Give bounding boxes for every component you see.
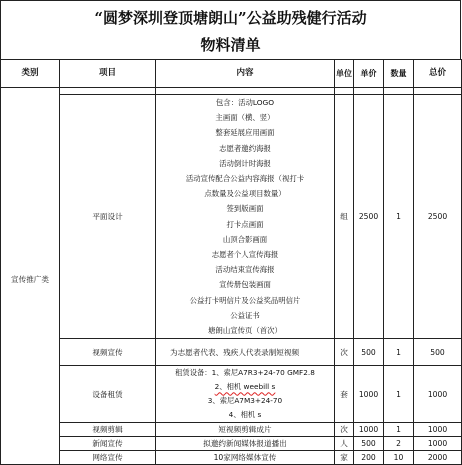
header-unit-price: 单价 [354,60,384,88]
header-unit: 单位 [335,60,354,88]
content-line: 志愿者邀约海报 [219,143,271,153]
equipment-list [156,366,334,422]
header-row [1,60,462,88]
content-line: 整套延展应用画面 [215,128,275,138]
unit-cell: 次 [335,423,354,437]
content-cell: 为志愿者代表、残疾人代表录制短视频 [156,339,335,366]
table-row [1,366,462,423]
content-line: 公益打卡明信片及公益奖品明信片 [189,295,301,305]
content-line: 志愿者个人宣传海报 [211,250,279,260]
category-cell: 宣传推广类 [1,95,60,465]
unit-price-cell: 2500 [354,95,384,339]
content-line: 签到版画面 [226,204,264,214]
content-line: 活动宣传配合公益内容海报（视打卡 [185,174,305,184]
unit-price-cell: 500 [354,339,384,366]
spacer-row [1,88,462,95]
header-content: 内容 [156,60,335,88]
content-line: 活动倒计时海报 [219,158,271,168]
quantity-cell: 1 [384,95,414,339]
item-cell: 设备租赁 [60,366,156,423]
table-row [1,95,462,339]
unit-price-cell: 500 [354,437,384,451]
header-category: 类别 [1,60,60,88]
content-line: 2、相机 weebill s [214,382,276,392]
item-cell: 视频宣传 [60,339,156,366]
total-cell: 500 [414,339,462,366]
quantity-cell: 2 [384,437,414,451]
item-cell: 视频剪辑 [60,423,156,437]
content-line: 宣传册包装画面 [219,280,271,290]
table-row [1,437,462,451]
document-subtitle: 物料清单 [200,36,261,54]
total-cell: 2000 [414,451,462,465]
content-line: 主画面（横、竖） [215,113,275,123]
header-total: 总价 [414,60,462,88]
item-cell: 新闻宣传 [60,437,156,451]
table-row [1,339,462,366]
content-line: 租赁设备：1、索尼A7R3+24-70 GMF2.8 [175,368,315,378]
unit-price-cell: 1000 [354,423,384,437]
header-item: 项目 [60,60,156,88]
unit-price-cell: 1000 [354,366,384,423]
quantity-cell: 1 [384,339,414,366]
unit-price-cell: 200 [354,451,384,465]
content-line: 点数量及公益项目数量） [204,189,286,199]
unit-cell: 套 [335,366,354,423]
quantity-cell: 1 [384,423,414,437]
item-cell: 平面设计 [60,95,156,339]
material-table [0,59,462,465]
content-line: 打卡点画面 [226,219,264,229]
content-cell: 10家网络媒体宣传 [156,451,335,465]
quantity-cell: 1 [384,366,414,423]
total-cell: 1000 [414,366,462,423]
unit-cell: 家 [335,451,354,465]
content-cell [156,366,335,423]
unit-cell: 组 [335,95,354,339]
total-cell: 1000 [414,437,462,451]
content-cell: 拟邀约新闻媒体报道播出 [156,437,335,451]
item-cell: 网络宣传 [60,451,156,465]
total-cell: 2500 [414,95,462,339]
document-title: “圆梦深圳登顶塘朗山”公益助残健行活动 [94,9,367,27]
quantity-cell: 10 [384,451,414,465]
table-row [1,423,462,437]
unit-cell: 人 [335,437,354,451]
content-line: 4、相机 s [228,410,262,420]
content-list [156,95,334,338]
total-cell: 1000 [414,423,462,437]
content-line: 包含：活动LOGO [215,98,275,107]
content-cell: 短视频剪辑成片 [156,423,335,437]
content-line: 3、索尼A7M3+24-70 [207,396,283,406]
header-quantity: 数量 [384,60,414,88]
content-line: 山顶合影画面 [222,234,268,244]
content-line: 塘朗山宣传页（首次） [208,326,282,336]
content-cell [156,95,335,339]
content-line: 活动结束宣传海报 [215,265,275,275]
title-block [0,0,461,60]
unit-cell: 次 [335,339,354,366]
content-line: 公益证书 [230,310,260,320]
table-row [1,451,462,465]
